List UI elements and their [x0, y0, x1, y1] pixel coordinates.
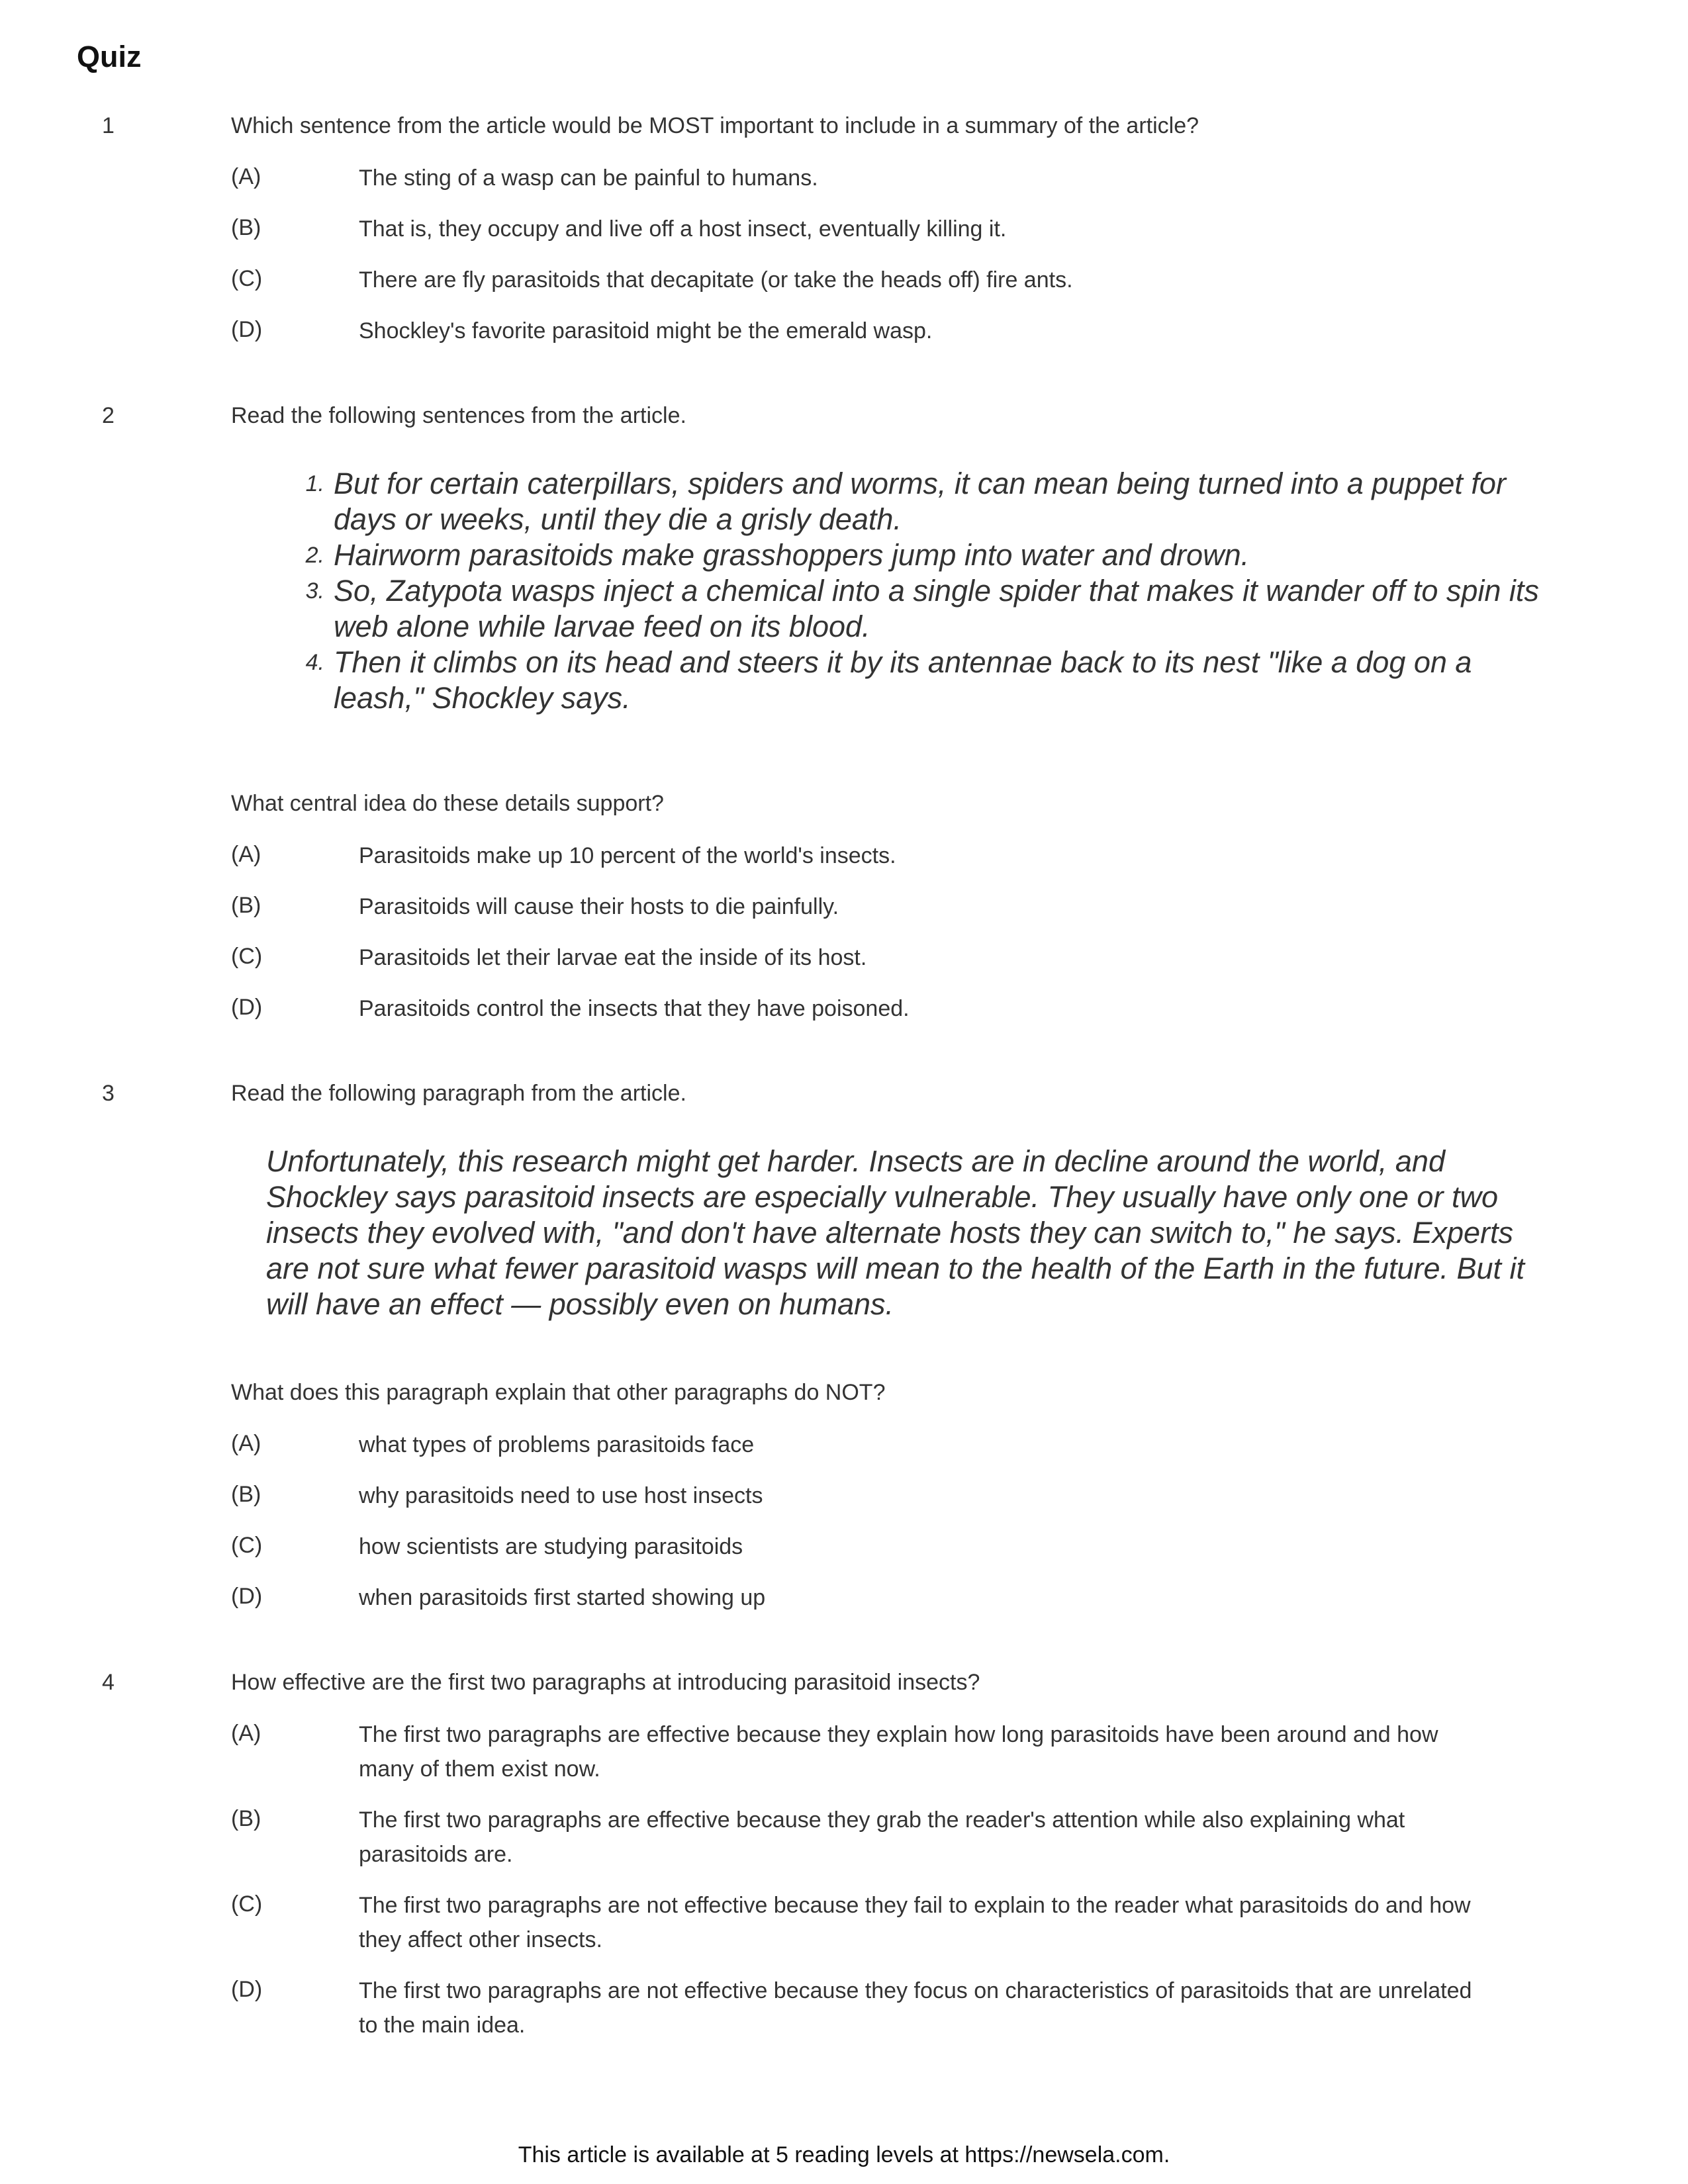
question-number: 1 [102, 113, 115, 138]
choice-letter: (C) [231, 944, 263, 969]
choice-letter: (D) [231, 317, 263, 342]
question-prompt: Which sentence from the article would be MOST important to include in a summary of the article? [231, 113, 1199, 138]
choice-letter: (A) [231, 164, 261, 189]
choice-letter: (D) [231, 1584, 263, 1609]
choice-letter: (C) [231, 266, 263, 291]
followup-prompt: What does this paragraph explain that other paragraphs do NOT? [231, 1380, 886, 1405]
choice-text: The first two paragraphs are effective because they explain how long parasitoids have been around and how many of them exist now. [359, 1722, 1438, 1782]
excerpt-text: Hairworm parasitoids make grasshoppers jump into water and drown. [334, 538, 1250, 572]
choice-letter: (A) [231, 842, 261, 867]
choice-letter: (C) [231, 1533, 263, 1558]
choice-letter: (B) [231, 1806, 261, 1831]
choice-text: when parasitoids first started showing up [359, 1585, 766, 1610]
choice-text: Parasitoids let their larvae eat the inside of its host. [359, 945, 867, 970]
choice-letter: (C) [231, 1891, 263, 1917]
excerpt-number: 2. [305, 543, 324, 568]
followup-prompt: What central idea do these details support? [231, 791, 664, 816]
choice-text: The first two paragraphs are effective because they grab the reader's attention while also explaining what parasitoids are. [359, 1807, 1405, 1867]
choice-letter: (B) [231, 893, 261, 918]
choice-text: how scientists are studying parasitoids [359, 1534, 743, 1559]
excerpt-paragraph: Unfortunately, this research might get harder. Insects are in decline around the world, and Shockley says parasitoid insects are especially vulnerable. They usually have only one or two insects they evolved with, "and don't have alternate hosts they can switch to," he says. Experts are not sure what fewer parasitoid wasps will mean to the health of the Earth in the future. But it will have an effect — possibly even on humans. [266, 1144, 1525, 1321]
choice-text: That is, they occupy and live off a host insect, eventually killing it. [359, 216, 1007, 242]
excerpt-text: But for certain caterpillars, spiders and worms, it can mean being turned into a puppet for days or weeks, until they die a grisly death. [334, 467, 1506, 536]
choice-letter: (A) [231, 1431, 261, 1456]
page-title: Quiz [77, 40, 142, 73]
question-number: 2 [102, 403, 115, 428]
choice-text: There are fly parasitoids that decapitate (or take the heads off) fire ants. [359, 267, 1073, 293]
choice-text: The sting of a wasp can be painful to humans. [359, 165, 818, 191]
excerpt-number: 3. [305, 578, 324, 604]
choice-text: The first two paragraphs are not effective because they fail to explain to the reader what parasitoids do and how they affect other insects. [359, 1893, 1471, 1952]
question-prompt: Read the following sentences from the article. [231, 403, 686, 428]
choice-letter: (B) [231, 1482, 261, 1507]
choice-letter: (A) [231, 1721, 261, 1746]
question-prompt: Read the following paragraph from the article. [231, 1081, 686, 1106]
choice-text: Parasitoids will cause their hosts to die painfully. [359, 894, 839, 919]
choice-letter: (B) [231, 215, 261, 240]
excerpt-text: So, Zatypota wasps inject a chemical into a single spider that makes it wander off to spin its web alone while larvae feed on its blood. [334, 574, 1539, 643]
choice-letter: (D) [231, 995, 263, 1020]
excerpt-number: 4. [305, 650, 324, 675]
choice-letter: (D) [231, 1977, 263, 2002]
question-prompt: How effective are the first two paragraphs at introducing parasitoid insects? [231, 1670, 980, 1695]
choice-text: why parasitoids need to use host insects [359, 1483, 763, 1508]
choice-text: The first two paragraphs are not effective because they focus on characteristics of parasitoids that are unrelated to the main idea. [359, 1978, 1472, 2038]
excerpt-text: Then it climbs on its head and steers it by its antennae back to its nest "like a dog on a leash," Shockley says. [334, 645, 1472, 715]
choice-text: what types of problems parasitoids face [359, 1432, 755, 1457]
excerpt-number: 1. [305, 471, 324, 496]
choice-text: Shockley's favorite parasitoid might be the emerald wasp. [359, 318, 933, 343]
question-number: 3 [102, 1081, 115, 1106]
choice-text: Parasitoids make up 10 percent of the world's insects. [359, 843, 896, 868]
footer-note: This article is available at 5 reading levels at https://newsela.com. [518, 2142, 1170, 2167]
choice-text: Parasitoids control the insects that they have poisoned. [359, 996, 910, 1021]
question-number: 4 [102, 1670, 115, 1695]
